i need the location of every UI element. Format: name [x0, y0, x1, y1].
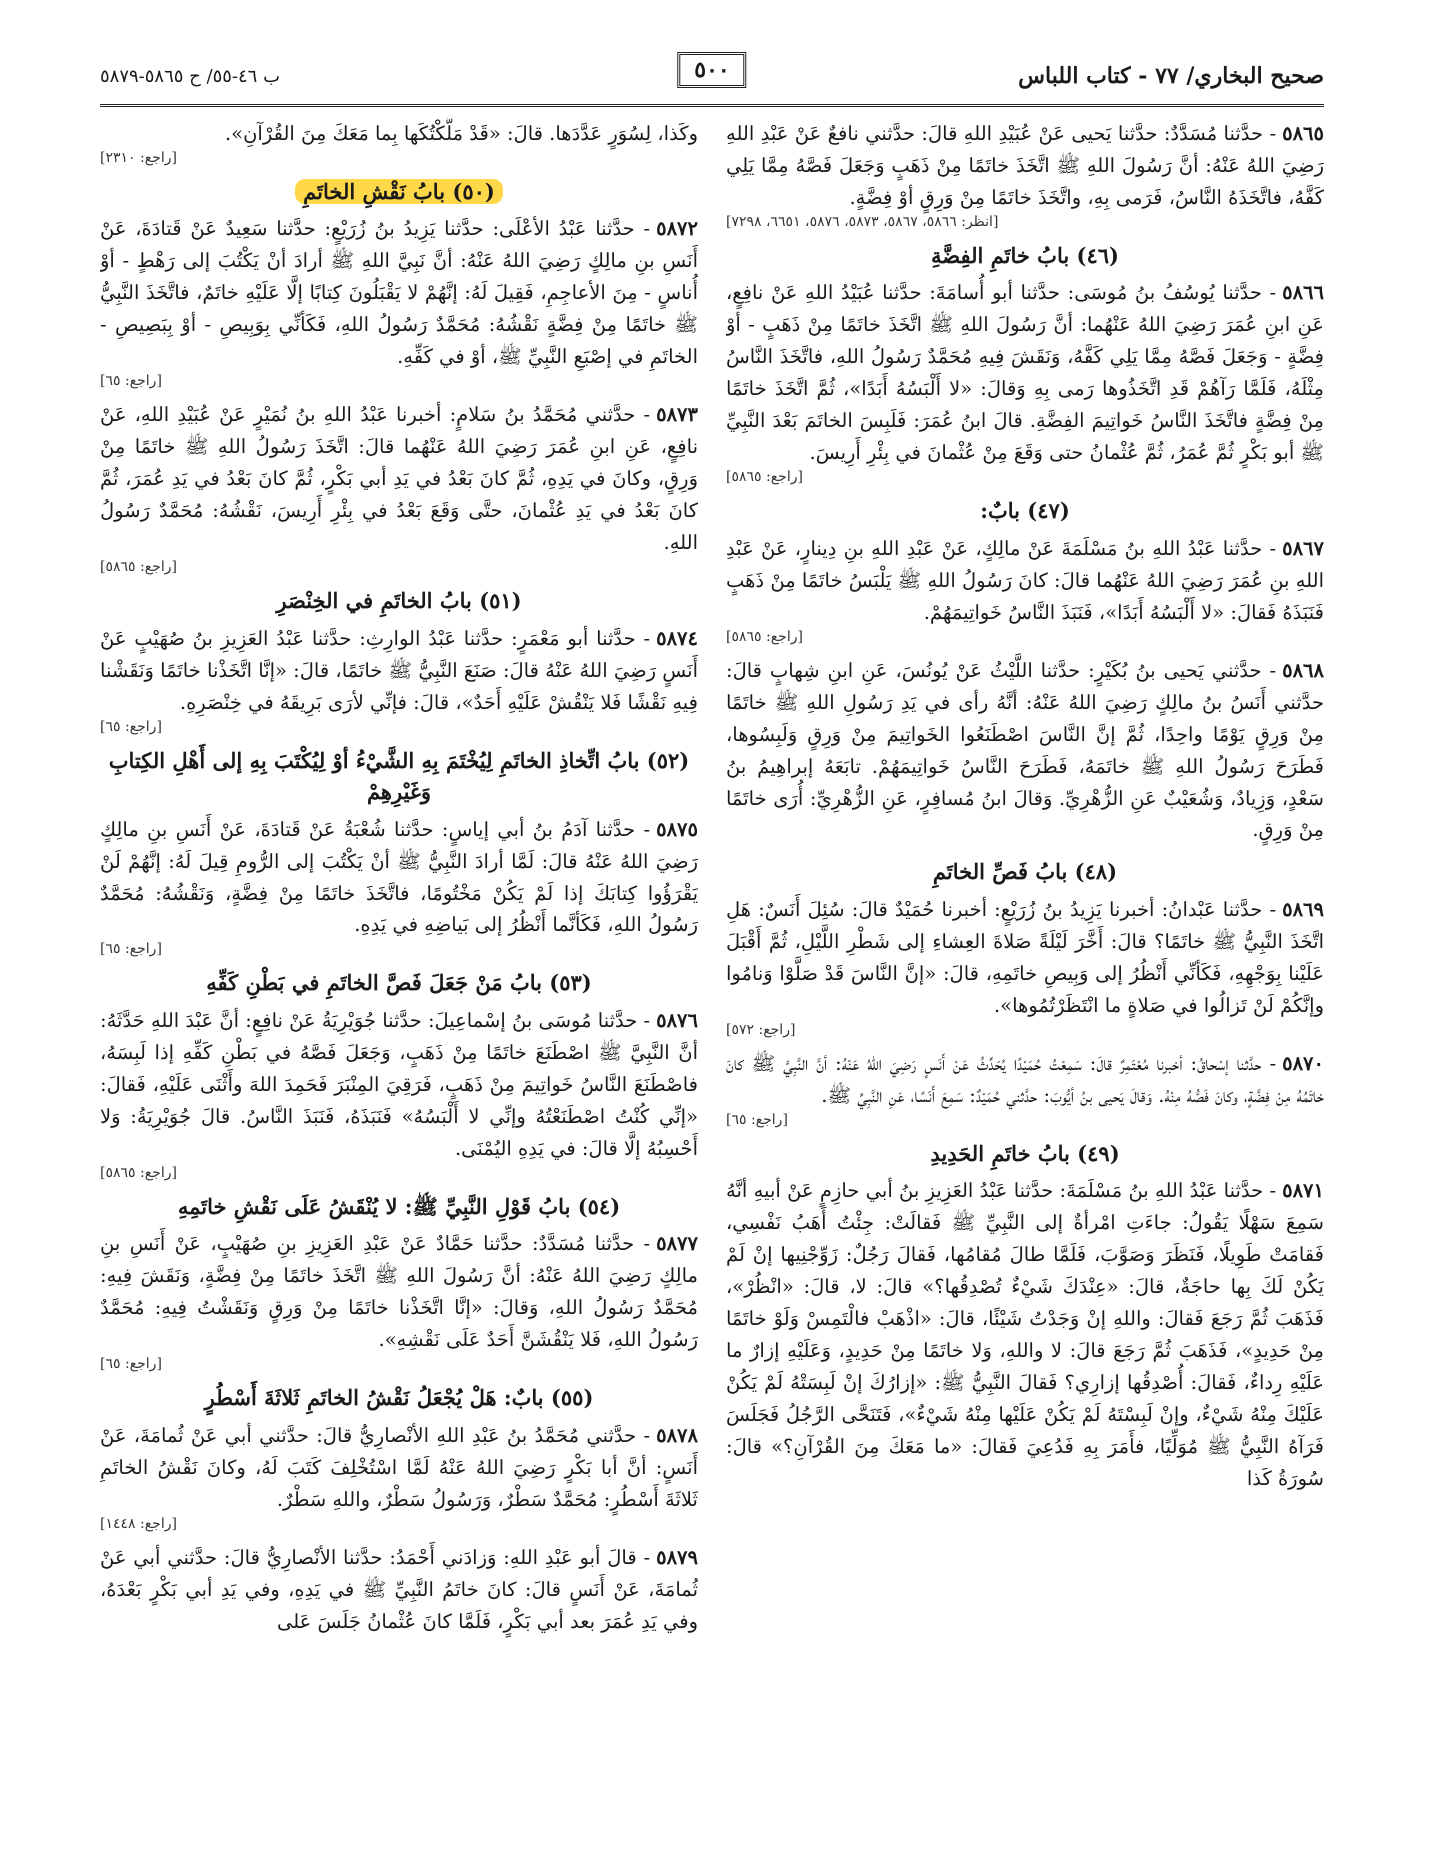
hadith-number: ٥٨٧٨ — [656, 1423, 698, 1447]
hadith-block — [100, 399, 698, 575]
page-number: ٥٠٠ — [677, 52, 746, 88]
hadith-paragraph — [100, 1005, 698, 1165]
chapter-range: ب ٤٦-٥٥/ ح ٥٨٦٥-٥٨٧٩ — [100, 65, 281, 87]
hadith-block — [726, 1175, 1324, 1495]
cross-reference: [راجع: ٥٨٦٥] — [726, 469, 803, 486]
hadith-text: - حدَّثنا عَبْدُ الأعْلَى: حدَّثنا يَزِيدُ بنُ زُرَيْعٍ: حدَّثنا سَعِيدٌ عَنْ قَتادَةَ، عَنْ أَنَسِ بنِ مالِكٍ رَضِيَ اللهُ عَنْهُ: أنَّ نَبِيَّ اللهِ ﷺ أرادَ أنْ يَكْتُبَ إلى رَهْطٍ - أوْ أُناسٍ - مِنَ الأعاجِمِ، فَقِيلَ لَهُ: إنَّهُمْ لا يَقْبَلُونَ كِتابًا إلَّا عَلَيْهِ خاتَمٌ، فاتَّخَذَ النَّبِيُّ ﷺ خاتَمًا مِنْ فِضَّةٍ نَقْشُهُ: مُحَمَّدٌ رَسُولُ اللهِ، فَكَأنِّي بِوَبِيصِ - أوْ بِبَصِيصِ - الخاتَمِ في إصْبَعِ النَّبِيِّ ﷺ، أوْ في كَفِّهِ. — [100, 217, 698, 369]
hadith-paragraph — [100, 399, 698, 559]
cross-reference: [راجع: ٦٥] — [100, 1356, 162, 1373]
left-column — [100, 118, 698, 1808]
hadith-text: - حدَّثنا مُسَدَّدٌ: حدَّثنا حَمَّادٌ عَنْ عَبْدِ العَزِيزِ بنِ صُهَيْبٍ، عَنْ أَنَسِ بنِ مالِكٍ رَضِيَ اللهُ عَنْهُ: أنَّ رَسُولَ اللهِ ﷺ اتَّخَذَ خاتَمًا مِنْ فِضَّةٍ، وَنَقَشَ فِيهِ: مُحَمَّدٌ رَسُولُ اللهِ، وَقالَ: «إنَّا اتَّخَذْنا خاتَمًا مِنْ وَرِقٍ وَنَقَشْتُ فِيهِ: مُحَمَّدٌ رَسُولُ اللهِ، فَلا يَنْقُشَنَّ أَحَدٌ عَلَى نَقْشِهِ». — [100, 1232, 698, 1352]
hadith-number: ٥٨٧٦ — [656, 1008, 698, 1032]
hadith-text: - حدَّثنا آدَمُ بنُ أبي إياسٍ: حدَّثنا شُعْبَةُ عَنْ قَتادَةَ، عَنْ أَنَسِ بنِ مالِكٍ رَضِيَ اللهُ عَنْهُ قالَ: لَمَّا أرادَ النَّبِيُّ ﷺ أنْ يَكْتُبَ إلى الرُّومِ قِيلَ لَهُ: إنَّهُمْ لَنْ يَقْرَؤُوا كِتابَكَ إذا لَمْ يَكُنْ مَخْتُومًا، فاتَّخَذَ خاتَمًا مِنْ فِضَّةٍ، وَنَقْشُهُ: مُحَمَّدٌ رَسُولُ اللهِ، فَكَأنَّما أَنْظُرُ إلى بَياضِهِ في يَدِهِ. — [100, 817, 698, 937]
hadith-paragraph — [100, 118, 698, 150]
chapter-title: (٤٦) بابُ خاتَمِ الفِضَّةِ — [931, 242, 1119, 268]
hadith-block — [100, 213, 698, 389]
hadith-number: ٥٨٧٥ — [656, 817, 698, 841]
hadith-text: - حدَّثنا يُوسُفُ بنُ مُوسَى: حدَّثنا أبو أُسامَةَ: حدَّثنا عُبَيْدُ اللهِ عَنْ نافِعٍ، عَنِ ابنِ عُمَرَ رَضِيَ اللهُ عَنْهُما: أنَّ رَسُولَ اللهِ ﷺ اتَّخَذَ خاتَمًا مِنْ ذَهَبٍ - أوْ فِضَّةٍ - وَجَعَلَ فَصَّهُ مِمَّا يَلِي كَفَّهُ، وَنَقَشَ فِيهِ مُحَمَّدٌ رَسُولُ اللهِ، فاتَّخَذَ النَّاسُ مِثْلَهُ، فَلَمَّا رَآهُمْ قَدِ اتَّخَذُوها رَمى بِهِ وَقالَ: «لا أَلْبَسُهُ أَبَدًا»، ثُمَّ اتَّخَذَ خاتَمًا مِنْ فِضَّةٍ فاتَّخَذَ النَّاسُ خَواتِيمَ الفِضَّةِ. قالَ ابنُ عُمَرَ: فَلَبِسَ الخاتَمَ بَعْدَ النَّبِيِّ ﷺ أبو بَكْرٍ ثُمَّ عُمَرُ، ثُمَّ عُثْمانُ حتى وَقَعَ مِنْ عُثْمانَ في بِئْرِ أَرِيسَ. — [726, 281, 1324, 465]
chapter-heading — [100, 1191, 698, 1223]
hadith-paragraph — [726, 1175, 1324, 1495]
cross-reference: [راجع: ٦٥] — [100, 373, 162, 390]
hadith-block — [726, 655, 1324, 847]
chapter-heading — [726, 856, 1324, 888]
hadith-text: - حدَّثني يَحيى بنُ بُكَيْرٍ: حدَّثنا اللَّيْثُ عَنْ يُونُسَ، عَنِ ابنِ شِهابٍ قالَ: حدَّثني أَنَسُ بنُ مالِكٍ رَضِيَ اللهُ عَنْهُ: أنَّهُ رأى في يَدِ رَسُولِ اللهِ ﷺ خاتَمًا مِنْ وَرِقٍ يَوْمًا واحِدًا، ثُمَّ إنَّ النَّاسَ اصْطَنَعُوا الخَواتِيمَ مِنْ وَرِقٍ وَلَبِسُوها، فَطَرَحَ رَسُولُ اللهِ ﷺ خاتَمَهُ، فَطَرَحَ النَّاسُ خَواتِيمَهُمْ. تابَعَهُ إبراهِيمُ بنُ سَعْدٍ، وَزِيادٌ، وَشُعَيْبٌ عَنِ الزُّهْرِيِّ. وَقالَ ابنُ مُسافِرٍ، عَنِ الزُّهْرِيِّ: أُرَى خاتَمًا مِنْ وَرِقٍ. — [726, 658, 1324, 842]
hadith-block — [100, 118, 698, 166]
hadith-text: - حدَّثنا أبو مَعْمَرٍ: حدَّثنا عَبْدُ الوارِثِ: حدَّثنا عَبْدُ العَزِيزِ بنُ صُهَيْبٍ عَنْ أَنَسٍ رَضِيَ اللهُ عَنْهُ قالَ: صَنَعَ النَّبِيُّ ﷺ خاتَمًا، قالَ: «إنَّا اتَّخَذْنا خاتَمًا وَنَقَشْنا فِيهِ نَقْشًا فَلا يَنْقُشْ عَلَيْهِ أَحَدٌ»، قالَ: فإنِّي لأرَى بَرِيقَهُ في خِنْصَرِهِ. — [100, 626, 698, 714]
hadith-text: - حدَّثني مُحَمَّدُ بنُ سَلامٍ: أخبرنا عَبْدُ اللهِ بنُ نُمَيْرٍ عَنْ عُبَيْدِ اللهِ، عَنْ نافِعٍ، عَنِ ابنِ عُمَرَ رَضِيَ اللهُ عَنْهُما قالَ: اتَّخَذَ رَسُولُ اللهِ ﷺ خاتَمًا مِنْ وَرِقٍ، وكانَ في يَدِهِ، ثُمَّ كانَ بَعْدُ في يَدِ أبي بَكْرٍ، ثُمَّ كانَ بَعْدُ في يَدِ عُمَرَ، ثُمَّ كانَ بَعْدُ في يَدِ عُثْمانَ، حتَّى وَقَعَ بَعْدُ في بِئْرِ أَرِيسَ، نَقْشُهُ: مُحَمَّدٌ رَسُولُ اللهِ. — [100, 403, 698, 555]
hadith-number: ٥٨٦٩ — [1282, 897, 1324, 921]
hadith-paragraph — [726, 894, 1324, 1022]
hadith-block — [100, 1542, 698, 1638]
hadith-number: ٥٨٦٦ — [1282, 281, 1324, 305]
chapter-title: (٥٥) بابٌ: هَلْ يُجْعَلُ نَقْشُ الخاتَمِ ثَلاثَةَ أَسْطُرٍ — [204, 1385, 594, 1411]
hadith-number: ٥٨٧٠ — [1282, 1051, 1324, 1075]
chapter-title: (٥٢) بابُ اتِّخاذِ الخاتَمِ لِيُخْتَمَ بِهِ الشَّيْءُ أوْ لِيُكْتَبَ بِهِ إلى أَهْلِ الكِتابِ وَغَيْرِهِمْ — [108, 747, 690, 805]
hadith-block — [726, 533, 1324, 645]
hadith-number: ٥٨٧٤ — [656, 626, 698, 650]
hadith-text: - حدَّثنا عَبْدُ اللهِ بنُ مَسْلَمَةَ عَنْ مالِكٍ، عَنْ عَبْدِ اللهِ بنِ دِينارٍ، عَنْ عَبْدِ اللهِ بنِ عُمَرَ رَضِيَ اللهُ عَنْهُما قالَ: كانَ رَسُولُ اللهِ ﷺ يَلْبَسُ خاتَمًا مِنْ ذَهَبٍ فَنَبَذَهُ فَقالَ: «لا أَلْبَسُهُ أَبَدًا»، فَنَبَذَ النَّاسُ خَواتِيمَهُمْ. — [726, 536, 1324, 624]
hadith-text: وكَذا، لِسُوَرٍ عَدَّدَها. قالَ: «قَدْ مَلَّكْتُكَها بِما مَعَكَ مِنَ القُرْآنِ». — [224, 122, 698, 145]
hadith-paragraph — [726, 277, 1324, 469]
cross-reference: [راجع: ٥٨٦٥] — [726, 628, 803, 645]
hadith-text: - حدَّثنا مُوسَى بنُ إسْماعِيلَ: حدَّثنا جُوَيْرِيَةُ عَنْ نافِعٍ: أنَّ عَبْدَ اللهِ حَدَّثَهُ: أنَّ النَّبِيَّ ﷺ اصْطَنَعَ خاتَمًا مِنْ ذَهَبٍ، وَجَعَلَ فَصَّهُ في بَطْنِ كَفِّهِ إذا لَبِسَهُ، فاصْطَنَعَ النَّاسُ خَواتِيمَ مِنْ ذَهَبٍ، فَرَقِيَ المِنْبَرَ فَحَمِدَ اللهَ وأَثْنَى عَلَيْهِ، فَقالَ: «إنِّي كُنْتُ اصْطَنَعْتُهُ وإنِّي لا أَلْبَسُهُ» فَنَبَذَهُ، فَنَبَذَ النَّاسُ. قالَ جُوَيْرِيَةُ: وَلا أَحْسِبُهُ إلَّا قالَ: في يَدِهِ اليُمْنَى. — [100, 1008, 698, 1160]
hadith-text: - حدَّثنا مُسَدَّدٌ: حدَّثنا يَحيى عَنْ عُبَيْدِ اللهِ قالَ: حدَّثني نافعٌ عَنْ عَبْدِ اللهِ رَضِيَ اللهُ عَنْهُ: أنَّ رَسُولَ اللهِ ﷺ اتَّخَذَ خاتَمًا مِنْ ذَهَبٍ وَجَعَلَ فَصَّهُ مِمَّا يَلِي كَفَّهُ، فاتَّخَذَهُ النَّاسُ، فَرَمى بِهِ، واتَّخَذَ خاتَمًا مِنْ وَرِقٍ أوْ فِضَّةٍ. — [726, 122, 1324, 209]
chapter-title: (٥٤) بابُ قَوْلِ النَّبِيِّ ﷺ: لا يُنْقَشُ عَلَى نَقْشِ خاتَمِهِ — [177, 1193, 621, 1219]
hadith-text: - حدَّثني مُحَمَّدُ بنُ عَبْدِ اللهِ الأنْصارِيُّ قالَ: حدَّثني أبي عَنْ ثُمامَةَ، عَنْ أَنَسٍ: أنَّ أبا بَكْرٍ رَضِيَ اللهُ عَنْهُ لَمَّا اسْتُخْلِفَ كَتَبَ لَهُ، وكانَ نَقْشُ الخاتَمِ ثَلاثَةَ أَسْطُرٍ: مُحَمَّدٌ سَطْرٌ، وَرَسُولُ سَطْرٌ، واللهِ سَطْرٌ. — [100, 1423, 698, 1511]
text-columns — [100, 118, 1324, 1808]
hadith-number: ٥٨٧٧ — [656, 1232, 698, 1256]
cross-reference: [راجع: ٢٣١٠] — [100, 149, 177, 166]
chapter-heading — [726, 1138, 1324, 1170]
chapter-title: (٥٠) بابُ نَقْشِ الخاتَمِ — [295, 179, 503, 204]
chapter-title: (٤٨) بابُ فَصِّ الخاتَمِ — [932, 859, 1118, 885]
chapter-title: (٥١) بابُ الخاتَمِ في الخِنْصَرِ — [276, 588, 522, 614]
chapter-title: (٤٧) بابٌ: — [980, 498, 1070, 524]
chapter-heading — [100, 1382, 698, 1414]
cross-reference: [راجع: ٥٧٢] — [726, 1021, 796, 1038]
chapter-title: (٤٩) بابُ خاتَمِ الحَدِيدِ — [930, 1140, 1120, 1166]
chapter-heading — [726, 240, 1324, 272]
chapter-heading — [100, 176, 698, 208]
hadith-block — [100, 1005, 698, 1181]
hadith-block — [726, 1048, 1324, 1128]
hadith-number: ٥٨٦٨ — [1282, 658, 1324, 682]
hadith-paragraph — [726, 533, 1324, 629]
chapter-heading — [100, 585, 698, 617]
chapter-heading — [100, 967, 698, 999]
hadith-block — [726, 118, 1324, 230]
book-title: صحيح البخاري/ ٧٧ - كتاب اللباس — [1018, 63, 1324, 89]
hadith-block — [726, 277, 1324, 485]
hadith-number: ٥٨٧٢ — [656, 217, 698, 241]
hadith-paragraph — [100, 1542, 698, 1638]
chapter-heading — [100, 745, 698, 808]
cross-reference: [راجع: ٦٥] — [726, 1111, 788, 1128]
hadith-text: - حدَّثنا عَبْدانُ: أخبرنا يَزِيدُ بنُ زُرَيْعٍ: أخبرنا حُمَيْدٌ قالَ: سُئِلَ أَنَسٌ: هَلِ اتَّخَذَ النَّبِيُّ ﷺ خاتَمًا؟ قالَ: أَخَّرَ لَيْلَةً صَلاةَ العِشاءِ إلى شَطْرِ اللَّيْلِ، ثُمَّ أَقْبَلَ عَلَيْنا بِوَجْهِهِ، فَكَأنِّي أَنْظُرُ إلى وَبِيصِ خاتَمِهِ، قالَ: «إنَّ النَّاسَ قَدْ صَلَّوْا وَنامُوا وإنَّكُمْ لَنْ تَزالُوا في صَلاةٍ ما انْتَظَرْتُمُوها». — [726, 897, 1324, 1017]
hadith-paragraph — [726, 655, 1324, 847]
cross-reference: [راجع: ٥٨٦٥] — [100, 1164, 177, 1181]
hadith-paragraph — [100, 213, 698, 373]
hadith-block — [100, 1228, 698, 1372]
chapter-heading — [726, 495, 1324, 527]
hadith-block — [100, 1420, 698, 1532]
hadith-number: ٥٨٦٥ — [1282, 122, 1324, 145]
hadith-paragraph — [100, 623, 698, 719]
cross-reference: [انظر: ٥٨٦٦، ٥٨٦٧، ٥٨٧٣، ٥٨٧٦، ٦٦٥١، ٧٢٩٨] — [726, 213, 999, 230]
hadith-text: - قالَ أبو عَبْدِ اللهِ: وَزادَني أَحْمَدُ: حدَّثنا الأنْصارِيُّ قالَ: حدَّثني أبي عَنْ ثُمامَةَ، عَنْ أَنَسٍ قالَ: كانَ خاتَمُ النَّبِيِّ ﷺ في يَدِهِ، وفي يَدِ أبي بَكْرٍ بَعْدَهُ، وفي يَدِ عُمَرَ بعد أبي بَكْرٍ، فَلَمَّا كانَ عُثْمانُ جَلَسَ عَلى — [100, 1545, 698, 1633]
hadith-paragraph — [100, 814, 698, 942]
cross-reference: [راجع: ٦٥] — [100, 941, 162, 958]
hadith-number: ٥٨٦٧ — [1282, 536, 1324, 560]
hadith-paragraph — [726, 118, 1324, 214]
hadith-number: ٥٨٧١ — [1282, 1179, 1324, 1203]
hadith-text: - حدَّثنا عَبْدُ اللهِ بنُ مَسْلَمَةَ: حدَّثنا عَبْدُ العَزِيزِ بنُ أبي حازِمٍ عَنْ أبيهِ أنَّهُ سَمِعَ سَهْلًا يَقُولُ: جاءَتِ امْرأةٌ إلى النَّبِيِّ ﷺ فَقالَتْ: جِئْتُ أَهَبُ نَفْسِي، فَقامَتْ طَوِيلًا، فَنَظَرَ وَصَوَّبَ، فَلَمَّا طالَ مُقامُها، فَقالَ رَجُلٌ: زَوِّجْنِيها إنْ لَمْ يَكُنْ لَكَ بِها حاجَةٌ، قالَ: «عِنْدَكَ شَيْءٌ تُصْدِقُها؟» قالَ: لا، قالَ: «انْظُرْ»، فَذَهَبَ ثُمَّ رَجَعَ فَقالَ: واللهِ إنْ وَجَدْتُ شَيْئًا، قالَ: «اذْهَبْ فالْتَمِسْ وَلَوْ خاتَمًا مِنْ حَدِيدٍ»، فَذَهَبَ ثُمَّ رَجَعَ قالَ: لا واللهِ، وَلا خاتَمًا مِنْ حَدِيدٍ، وَعَلَيْهِ إزارٌ ما عَلَيْهِ رِداءٌ، فَقالَ: أُصْدِقُها إزارِي؟ فَقالَ النَّبِيُّ ﷺ: «إزارُكَ إنْ لَبِسَتْهُ لَمْ يَكُنْ عَلَيْكَ مِنْهُ شَيْءٌ، وإنْ لَبِسْتَهُ لَمْ يَكُنْ عَلَيْها مِنْهُ شَيْءٌ»، فَتَنَحَّى الرَّجُلُ فَجَلَسَ فَرَآهُ النَّبِيُّ ﷺ مُوَلِّيًا، فأَمَرَ بِهِ فَدُعِيَ فَقالَ: «ما مَعَكَ مِنَ القُرْآنِ؟» قالَ: سُورَةُ كَذا — [726, 1179, 1324, 1490]
chapter-title: (٥٣) بابُ مَنْ جَعَلَ فَصَّ الخاتَمِ في بَطْنِ كَفِّهِ — [206, 970, 592, 996]
hadith-block — [726, 894, 1324, 1038]
right-column — [726, 118, 1324, 1808]
hadith-number: ٥٨٧٣ — [656, 403, 698, 427]
hadith-paragraph — [726, 1048, 1324, 1112]
page-header — [100, 48, 1324, 107]
hadith-block — [100, 623, 698, 735]
cross-reference: [راجع: ٥٨٦٥] — [100, 559, 177, 576]
hadith-paragraph — [100, 1420, 698, 1516]
hadith-number: ٥٨٧٩ — [656, 1545, 698, 1569]
hadith-block — [100, 814, 698, 958]
cross-reference: [راجع: ٦٥] — [100, 718, 162, 735]
hadith-paragraph — [100, 1228, 698, 1356]
cross-reference: [راجع: ١٤٤٨] — [100, 1515, 177, 1532]
hadith-text: - حدَّثنا إسْحاقُ: أخبرنا مُعْتَمِرٌ قالَ: سَمِعْتُ حُمَيْدًا يُحَدِّثُ عَنْ أَنَسٍ رَضِيَ اللهُ عَنْهُ: أنَّ النَّبِيَّ ﷺ كانَ خاتَمُهُ مِنْ فِضَّةٍ، وكانَ فَصُّهُ مِنْهُ. وَقالَ يَحيى بنُ أيُّوبَ: حدَّثني حُمَيْدٌ: سَمِعَ أَنَسًا، عَنِ النَّبِيِّ ﷺ. — [726, 1051, 1324, 1107]
